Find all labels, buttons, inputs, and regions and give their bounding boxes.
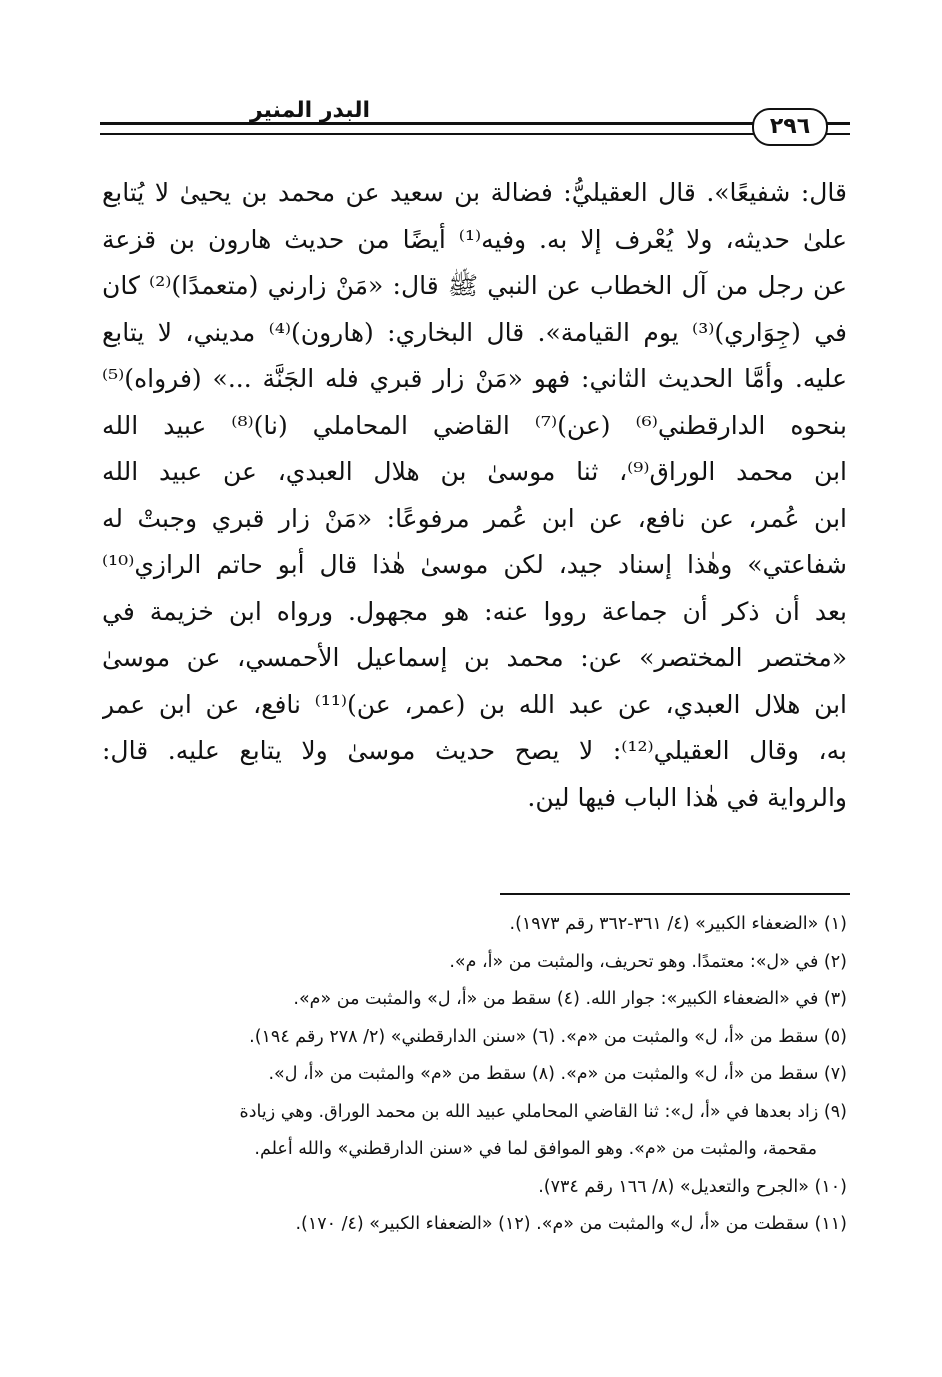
- footnote-line: (١) «الضعفاء الكبير» (٤/ ٣٦١-٣٦٢ رقم ١٩٧٣).: [509, 914, 847, 934]
- body-line: بنحوه الدارقطني⁽⁶⁾ (عن)⁽⁷⁾ القاضي المحاملي (نا)⁽⁸⁾ عبيد الله: [102, 410, 847, 440]
- main-text: [102, 170, 847, 821]
- footnote-line: (٥) سقط من «أ، ل» والمثبت من «م». (٦) «سنن الدارقطني» (٢/ ٢٧٨ رقم ١٩٤).: [249, 1026, 847, 1047]
- header-rule-left: [100, 122, 755, 135]
- header-rule: [100, 114, 850, 139]
- footnote-line: (١١) سقطت من «أ، ل» والمثبت من «م». (١٢) «الضعفاء الكبير» (٤/ ١٧٠).: [295, 1214, 847, 1234]
- footnotes: [102, 906, 847, 1244]
- running-title: البدر المنير: [249, 98, 370, 123]
- footnote-line: (٣) في «الضعفاء الكبير»: جوار الله. (٤) سقط من «أ، ل» والمثبت من «م».: [293, 989, 847, 1009]
- body-line: شفاعتي» وهٰذا إسناد جيد، لكن موسىٰ هٰذا قال أبو حاتم الرازي⁽¹⁰⁾: [102, 550, 847, 579]
- body-line: علىٰ حديثه، ولا يُعْرف إلا به. وفيه⁽¹⁾ أيضًا من حديث هارون بن قزعة: [102, 224, 847, 254]
- body-line: والرواية في هٰذا الباب فيها لين.: [527, 782, 847, 812]
- footnote-line: (٩) زاد بعدها في «أ، ل»: ثنا القاضي المحاملي عبيد الله بن محمد الوراق. وهي زيادة: [239, 1101, 847, 1122]
- body-line: عليه. وأمَّا الحديث الثاني: فهو «مَنْ زار قبري فله الجَنَّة ...» (فرواه)⁽⁵⁾: [102, 364, 847, 393]
- body-line: «مختصر المختصر» عن: محمد بن إسماعيل الأحمسي، عن موسىٰ: [102, 643, 847, 672]
- body-line: في (جِوَاري)⁽³⁾ يوم القيامة». قال البخاري: (هارون)⁽⁴⁾ مديني، لا يتابع: [102, 317, 847, 347]
- footnote-line: (١٠) «الجرح والتعديل» (٨/ ١٦٦ رقم ٧٣٤).: [538, 1176, 847, 1197]
- body-line: ابن هلال العبدي، عن عبد الله بن (عمر، عن)⁽¹¹⁾ نافع، عن ابن عمر: [102, 689, 847, 719]
- footnote-line: (٧) سقط من «أ، ل» والمثبت من «م». (٨) سقط من «م» والمثبت من «أ، ل».: [268, 1064, 847, 1084]
- body-line: بعد أن ذكر أن جماعة رووا عنه: هو مجهول. ورواه ابن خزيمة في: [102, 596, 847, 626]
- footnote-line: مقحمة، والمثبت من «م». وهو الموافق لما في «سنن الدارقطني» والله أعلم.: [254, 1139, 817, 1159]
- footnote-separator: [500, 893, 850, 895]
- body-line: به، وقال العقيلي⁽¹²⁾: لا يصح حديث موسىٰ ولا يتابع عليه. قال:: [102, 736, 847, 765]
- body-line: ابن محمد الوراق⁽⁹⁾، ثنا موسىٰ بن هلال العبدي، عن عبيد الله: [102, 457, 847, 486]
- body-line: عن رجل من آل الخطاب عن النبي ﷺ قال: «مَنْ زارني (متعمدًا)⁽²⁾ كان: [102, 271, 847, 300]
- page-number: ٢٩٦: [752, 108, 828, 146]
- page-header: [100, 98, 850, 138]
- footnote-line: (٢) في «ل»: معتمدًا. وهو تحريف، والمثبت من «أ، م».: [449, 951, 847, 972]
- body-line: ابن عُمر، عن نافع، عن ابن عُمر مرفوعًا: «مَنْ زار قبري وجبتْ له: [102, 503, 847, 533]
- body-line: قال: شفيعًا». قال العقيليُّ: فضالة بن سعيد عن محمد بن يحيىٰ لا يُتابع: [102, 178, 847, 207]
